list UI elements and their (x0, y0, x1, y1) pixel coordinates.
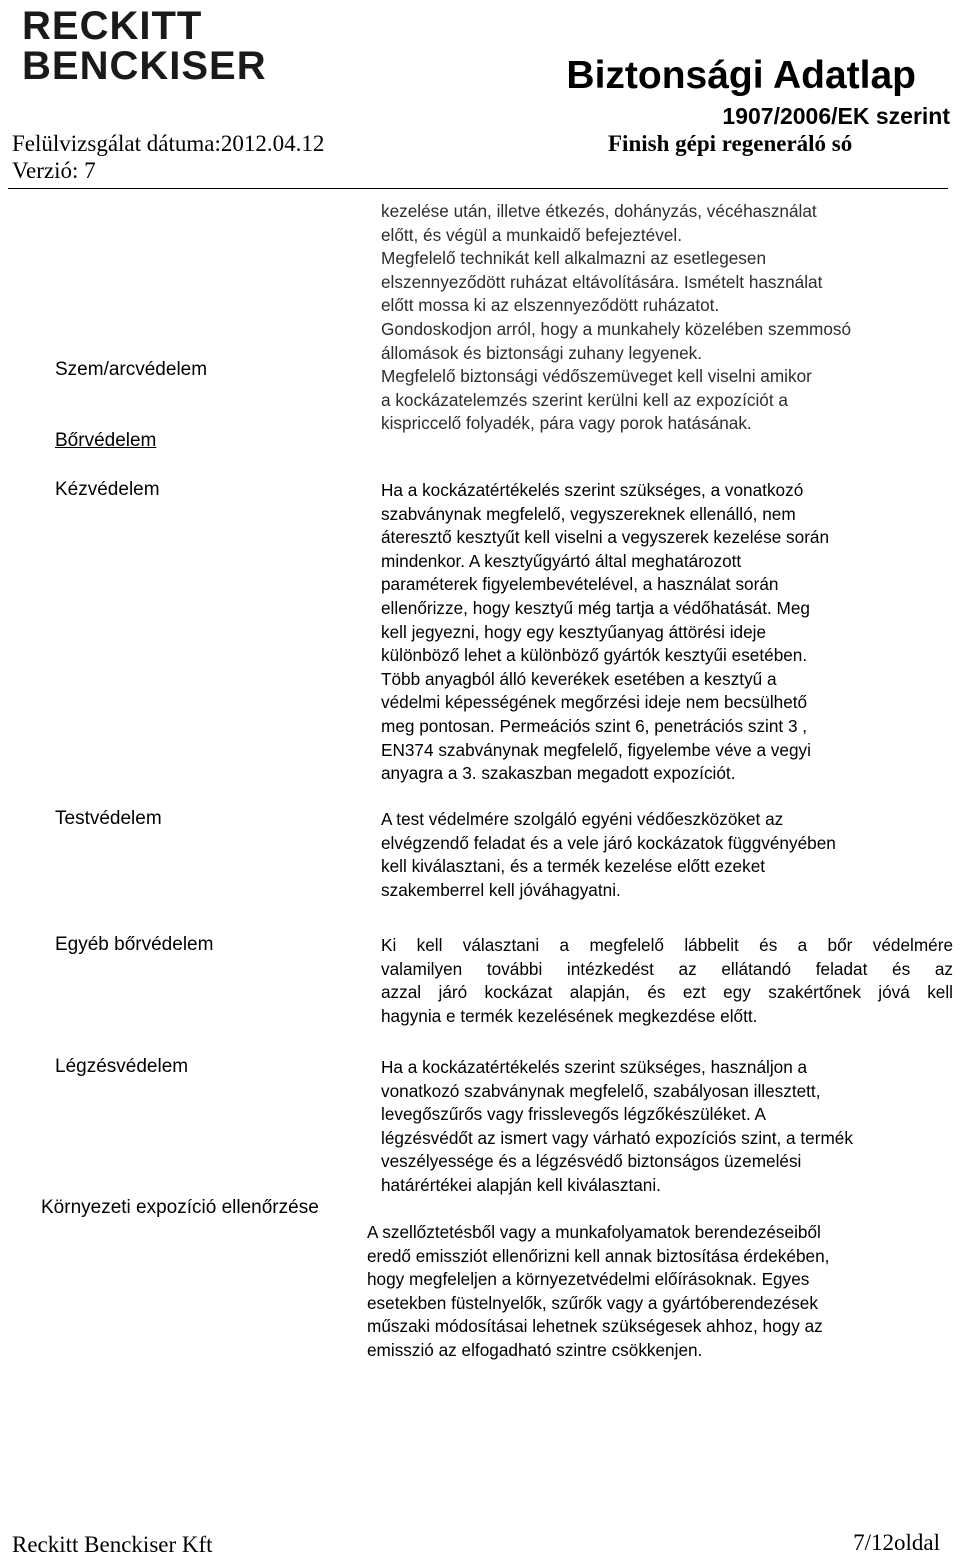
text-line: paraméterek figyelembevételével, a használat során (381, 574, 779, 595)
text-line: ellenőrizze, hogy kesztyű még tartja a védőhatását. Meg (381, 597, 810, 618)
other-skin-protection-label: Egyéb bőrvédelem (55, 934, 214, 955)
text-line: kell kiválasztani, és a termék kezelése előtt ezeket (381, 856, 766, 877)
hand-protection-text (381, 479, 829, 786)
text-line: légzésvédőt az ismert vagy várható expozíciós szint, a termék (381, 1127, 853, 1148)
review-date: Felülvizsgálat dátuma:2012.04.12 (12, 131, 325, 156)
footer-page-number: 7/12oldal (853, 1530, 940, 1555)
text-line: előtt, és végül a munkaidő befejeztével. (381, 224, 682, 245)
text-line: meg pontosan. Permeációs szint 6, penetrációs szint 3 , (381, 715, 808, 736)
text-line: Megfelelő biztonsági védőszemüveget kell viselni amikor (381, 366, 812, 387)
text-line: valamilyen további intézkedést az ellátandó feladat és az (381, 958, 953, 979)
hand-protection-label: Kézvédelem (55, 479, 160, 500)
other-skin-protection-text (381, 934, 953, 1028)
footer-company: Reckitt Benckiser Kft (12, 1532, 213, 1557)
regulation-label: 1907/2006/EK szerint (722, 103, 950, 129)
text-line: A szellőztetésből vagy a munkafolyamatok berendezéseiből (367, 1222, 821, 1242)
text-line: veszélyessége és a légzésvédő biztonságos üzemelési (381, 1151, 802, 1172)
environmental-exposure-label: Környezeti expozíció ellenőrzése (41, 1197, 319, 1218)
header-divider (8, 188, 948, 189)
logo-line-2: BENCKISER (22, 44, 267, 88)
text-line: elszennyeződött ruházat eltávolítására. Ismételt használat (381, 271, 823, 292)
company-logo (22, 4, 267, 90)
text-line: esetekben füstelnyelők, szűrők vagy a gyártóberendezések (367, 1292, 818, 1313)
text-line: Több anyagból álló keverékek esetében a kesztyű a (381, 668, 777, 689)
body-protection-label: Testvédelem (55, 808, 162, 829)
text-line: műszaki módosításai lehetnek szükségesek ahhoz, hogy az (367, 1316, 823, 1337)
text-line: kell jegyezni, hogy egy kesztyűanyag áttörési ideje (381, 621, 767, 642)
respiratory-protection-label: Légzésvédelem (55, 1056, 189, 1077)
text-line: EN374 szabványnak megfelelő, figyelembe véve a vegyi (381, 739, 811, 760)
text-line: emisszió az elfogadható szintre csökkenjen. (367, 1339, 703, 1360)
text-line: határértékei alapján kell kiválasztani. (381, 1174, 661, 1195)
document-title: Biztonsági Adatlap (566, 54, 916, 97)
product-name: Finish gépi regeneráló só (608, 131, 853, 156)
text-line: Megfelelő technikát kell alkalmazni az esetlegesen (381, 248, 767, 269)
text-line: kezelése után, illetve étkezés, dohányzás, vécéhasználat (381, 201, 817, 221)
text-line: anyagra a 3. szakaszban megadott expozíciót. (381, 763, 736, 784)
text-line: Ha a kockázatértékelés szerint szükséges, a vonatkozó (381, 480, 804, 500)
text-line: mindenkor. A kesztyűgyártó által meghatározott (381, 550, 742, 571)
logo-line-1: RECKITT (22, 4, 203, 48)
text-line: hagynia e termék kezelésének megkezdése előtt. (381, 1005, 758, 1026)
text-line: Ki kell választani a megfelelő lábbelit és a bőr védelmére (381, 935, 953, 955)
text-line: szakemberrel kell jóváhagyatni. (381, 879, 621, 900)
environmental-exposure-text (367, 1221, 829, 1363)
version: Verzió: 7 (12, 158, 96, 183)
text-line: levegőszűrős vagy frisslevegős légzőkészüléket. A (381, 1104, 767, 1125)
text-line: állomások és biztonsági zuhany legyenek. (381, 342, 703, 363)
skin-protection-label: Bőrvédelem (55, 430, 157, 451)
body-protection-text (381, 808, 836, 902)
text-line: elvégzendő feladat és a vele járó kockázatok függvényében (381, 832, 836, 853)
text-line: kispriccelő folyadék, pára vagy porok hatásának. (381, 413, 752, 434)
text-line: különböző lehet a különböző gyártók kesztyűi esetében. (381, 645, 808, 666)
text-line: eredő emissziót ellenőrizni kell annak biztosítása érdekében, (367, 1245, 830, 1266)
text-line: hogy megfeleljen a környezetvédelmi előírásoknak. Egyes (367, 1269, 810, 1290)
text-line: azzal járó kockázat alapján, és ezt egy szakértőnek jóvá kell (381, 982, 953, 1003)
text-line: előtt mossa ki az elszennyeződött ruházatot. (381, 295, 720, 316)
text-line: szabványnak megfelelő, vegyszereknek ellenálló, nem (381, 503, 796, 524)
text-line: vonatkozó szabványnak megfelelő, szabályosan illesztett, (381, 1080, 821, 1101)
text-line: a kockázatelemzés szerint kerülni kell az expozíciót a (381, 389, 788, 410)
hygiene-paragraph (381, 200, 851, 436)
text-line: A test védelmére szolgáló egyéni védőeszközöket az (381, 809, 784, 829)
eye-protection-label: Szem/arcvédelem (55, 359, 208, 380)
text-line: Ha a kockázatértékelés szerint szükséges, használjon a (381, 1057, 808, 1077)
text-line: áteresztő kesztyűt kell viselni a vegyszerek kezelése során (381, 527, 830, 548)
text-line: Gondoskodjon arról, hogy a munkahely közelében szemmosó (381, 318, 852, 339)
text-line: védelmi képességének megőrzési ideje nem becsülhető (381, 692, 808, 713)
respiratory-protection-text (381, 1056, 853, 1198)
